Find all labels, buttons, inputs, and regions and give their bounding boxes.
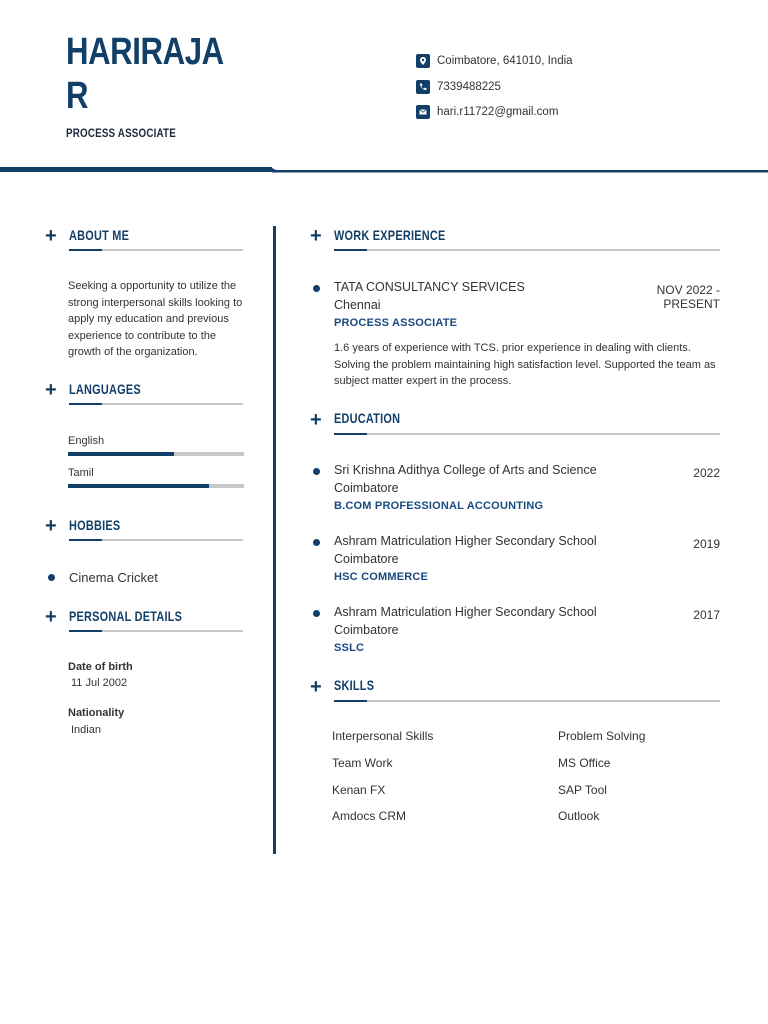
work-position: PROCESS ASSOCIATE — [334, 317, 458, 329]
name-line-2: R — [66, 75, 89, 117]
edu-3-location: Coimbatore — [334, 623, 399, 637]
skills-title: SKILLS — [334, 677, 375, 693]
skill-item: Amdocs CRM — [332, 809, 407, 823]
work-bullet — [313, 285, 320, 292]
skill-item: MS Office — [558, 756, 611, 770]
edu-3-degree: SSLC — [334, 642, 365, 654]
edu-3-school: Ashram Matriculation Higher Secondary School — [334, 605, 597, 619]
edu-1-degree: B.COM PROFESSIONAL ACCOUNTING — [334, 500, 544, 512]
personal-plus-icon: + — [45, 606, 57, 628]
about-plus-icon: + — [45, 225, 57, 247]
languages-title: LANGUAGES — [69, 381, 141, 397]
language-tamil-level — [68, 484, 209, 488]
nationality-label: Nationality — [68, 707, 125, 719]
work-description: 1.6 years of experience with TCS. prior experience in dealing with clients. Solving the problem maintaining high satisfaction level. Supported the team as subject matter expert in the process. — [334, 342, 716, 387]
skills-rule-accent — [334, 700, 367, 702]
name-line-1: HARIRAJA — [66, 31, 224, 73]
job-title: PROCESS ASSOCIATE — [66, 126, 176, 140]
edu-1-year: 2022 — [693, 466, 720, 480]
column-divider — [273, 226, 276, 854]
phone-icon — [416, 80, 430, 94]
contact-phone-text: 7339488225 — [437, 81, 501, 93]
work-title: WORK EXPERIENCE — [334, 227, 446, 243]
language-tamil-bar — [68, 484, 244, 488]
education-plus-icon: + — [310, 409, 322, 431]
work-plus-icon: + — [310, 225, 322, 247]
contact-location-text: Coimbatore, 641010, India — [437, 55, 573, 67]
edu-1-school: Sri Krishna Adithya College of Arts and Science — [334, 463, 597, 477]
personal-rule-accent — [69, 630, 102, 632]
edu-2-location: Coimbatore — [334, 552, 399, 566]
edu-2-degree: HSC COMMERCE — [334, 571, 429, 583]
dob-value: 11 Jul 2002 — [71, 677, 128, 689]
hobbies-rule-accent — [69, 539, 102, 541]
language-english-level — [68, 452, 174, 456]
skill-item: Kenan FX — [332, 783, 386, 797]
about-title: ABOUT ME — [69, 227, 130, 243]
skill-item: Problem Solving — [558, 729, 646, 743]
languages-rule-accent — [69, 403, 102, 405]
personal-title: PERSONAL DETAILS — [69, 608, 183, 624]
skill-item: Interpersonal Skills — [332, 729, 434, 743]
hobby-bullet — [48, 574, 55, 581]
contact-email-text: hari.r11722@gmail.com — [437, 106, 559, 118]
work-rule — [334, 249, 720, 251]
edu-3-bullet — [313, 610, 320, 617]
education-rule — [334, 433, 720, 435]
education-rule-accent — [334, 433, 367, 435]
language-tamil: Tamil — [68, 467, 94, 479]
nationality-value: Indian — [71, 724, 101, 736]
work-rule-accent — [334, 249, 367, 251]
skills-rule — [334, 700, 720, 702]
edu-2-school: Ashram Matriculation Higher Secondary School — [334, 534, 597, 548]
edu-3-year: 2017 — [693, 608, 720, 622]
work-dates: NOV 2022 - PRESENT — [656, 283, 720, 311]
skill-item: Outlook — [558, 809, 600, 823]
dob-label: Date of birth — [68, 661, 133, 673]
skill-item: SAP Tool — [558, 783, 607, 797]
candidate-name — [66, 30, 224, 118]
work-company: TATA CONSULTANCY SERVICES — [334, 280, 525, 294]
language-english: English — [68, 435, 105, 447]
edu-2-year: 2019 — [693, 537, 720, 551]
edu-1-bullet — [313, 468, 320, 475]
hobby-item: Cinema Cricket — [69, 570, 158, 585]
about-text: Seeking a opportunity to utilize the strong interpersonal skills looking to apply my education and previous experience to contribute to the growth of the organization. — [68, 280, 243, 358]
skills-plus-icon: + — [310, 676, 322, 698]
work-location: Chennai — [334, 298, 381, 312]
email-icon — [416, 105, 430, 119]
skill-item: Team Work — [332, 756, 393, 770]
language-english-bar — [68, 452, 244, 456]
location-icon — [416, 54, 430, 68]
edu-2-bullet — [313, 539, 320, 546]
hobbies-plus-icon: + — [45, 515, 57, 537]
hobbies-title: HOBBIES — [69, 517, 121, 533]
edu-1-location: Coimbatore — [334, 481, 399, 495]
contact-phone — [416, 79, 501, 95]
languages-plus-icon: + — [45, 379, 57, 401]
about-rule-accent — [69, 249, 102, 251]
contact-location — [416, 53, 573, 69]
education-title: EDUCATION — [334, 410, 401, 426]
contact-email — [416, 104, 558, 120]
header-divider — [0, 167, 768, 173]
